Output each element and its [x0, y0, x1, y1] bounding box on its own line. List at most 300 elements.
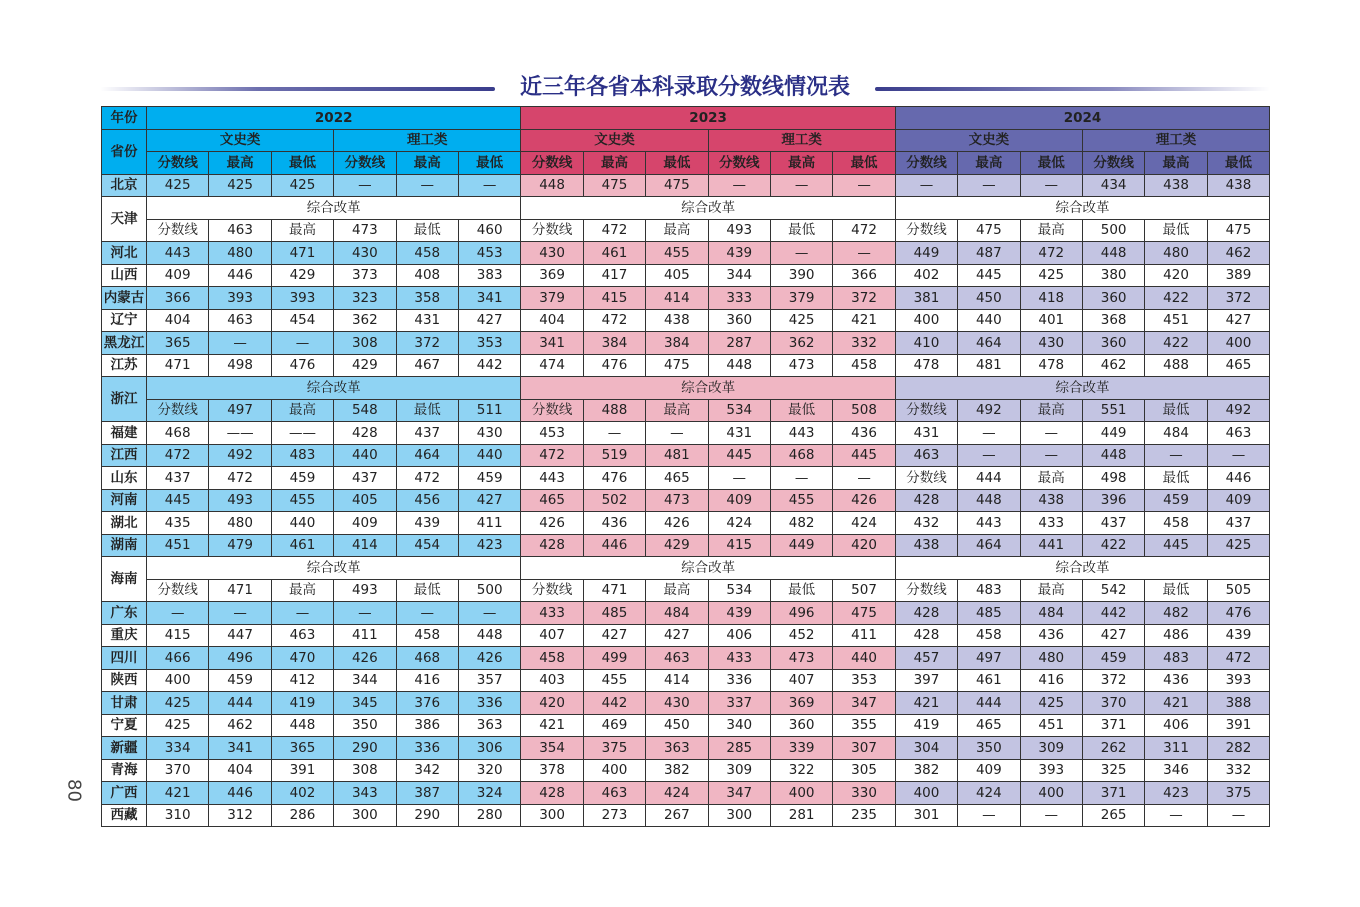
table-row — [102, 399, 1270, 422]
score-cell: 最高 — [1020, 219, 1082, 242]
score-cell: 386 — [396, 714, 458, 737]
score-cell: 476 — [583, 467, 645, 490]
score-cell: 451 — [147, 534, 209, 557]
score-cell: 481 — [646, 444, 708, 467]
score-cell: 409 — [334, 512, 396, 535]
score-cell: — — [770, 242, 832, 265]
score-cell: 471 — [147, 354, 209, 377]
score-cell: 368 — [1082, 309, 1144, 332]
score-cell: 430 — [1020, 332, 1082, 355]
score-cell: 393 — [1207, 669, 1269, 692]
score-cell: 459 — [1082, 647, 1144, 670]
score-cell: 391 — [1207, 714, 1269, 737]
table-row — [102, 467, 1270, 490]
score-cell: 425 — [147, 692, 209, 715]
score-cell: — — [646, 422, 708, 445]
score-cell: 498 — [209, 354, 271, 377]
cat-2023-liberal: 文史类 — [521, 129, 708, 152]
score-cell: 434 — [1082, 174, 1144, 197]
score-cell: 344 — [334, 669, 396, 692]
score-cell: — — [396, 174, 458, 197]
score-cell: 384 — [583, 332, 645, 355]
page-title: 近三年各省本科录取分数线情况表 — [519, 75, 850, 100]
score-cell: 426 — [521, 512, 583, 535]
score-cell: 464 — [958, 332, 1020, 355]
score-cell: 428 — [895, 602, 957, 625]
score-cell: 484 — [1020, 602, 1082, 625]
score-cell: 427 — [1082, 624, 1144, 647]
score-cell: 500 — [458, 579, 520, 602]
score-cell: 472 — [583, 309, 645, 332]
score-cell: 436 — [1020, 624, 1082, 647]
score-cell: 475 — [583, 174, 645, 197]
score-cell: 400 — [895, 309, 957, 332]
score-cell: 412 — [271, 669, 333, 692]
score-cell: 445 — [708, 444, 770, 467]
score-cell: — — [458, 602, 520, 625]
score-cell: 382 — [646, 759, 708, 782]
score-cell: 483 — [1145, 647, 1207, 670]
score-cell: 350 — [958, 737, 1020, 760]
province-name: 陕西 — [102, 669, 147, 692]
score-cell: 353 — [833, 669, 895, 692]
year-2024: 2024 — [895, 107, 1269, 130]
reform-label: 综合改革 — [521, 197, 895, 220]
score-cell: 453 — [458, 242, 520, 265]
reform-label: 综合改革 — [147, 197, 521, 220]
score-cell: 323 — [334, 287, 396, 310]
score-cell: 282 — [1207, 737, 1269, 760]
score-cell: 440 — [271, 512, 333, 535]
score-cell: 290 — [334, 737, 396, 760]
score-cell: 446 — [1207, 467, 1269, 490]
score-cell: 最高 — [646, 399, 708, 422]
score-cell: 407 — [770, 669, 832, 692]
score-cell: 最低 — [396, 219, 458, 242]
table-row — [102, 377, 1270, 400]
score-cell: 478 — [1020, 354, 1082, 377]
score-cell: 最低 — [770, 219, 832, 242]
score-cell: 461 — [583, 242, 645, 265]
score-cell: 466 — [147, 647, 209, 670]
score-cell: 235 — [833, 804, 895, 827]
score-cell: 493 — [334, 579, 396, 602]
score-cell: 404 — [521, 309, 583, 332]
score-cell: 534 — [708, 399, 770, 422]
score-cell: 440 — [458, 444, 520, 467]
score-cell: 332 — [1207, 759, 1269, 782]
score-cell: 424 — [646, 782, 708, 805]
score-cell: — — [271, 602, 333, 625]
score-cell: — — [334, 174, 396, 197]
province-name: 江西 — [102, 444, 147, 467]
score-cell: 393 — [271, 287, 333, 310]
score-cell: 474 — [521, 354, 583, 377]
score-cell: 452 — [770, 624, 832, 647]
score-cell: 472 — [396, 467, 458, 490]
score-cell: 426 — [646, 512, 708, 535]
score-cell: 369 — [521, 264, 583, 287]
score-cell: 446 — [209, 782, 271, 805]
score-cell: 492 — [209, 444, 271, 467]
province-name: 浙江 — [102, 377, 147, 422]
score-cell: 363 — [646, 737, 708, 760]
score-cell: 463 — [646, 647, 708, 670]
score-cell: 450 — [646, 714, 708, 737]
reform-label: 综合改革 — [895, 197, 1269, 220]
score-cell: 459 — [271, 467, 333, 490]
score-cell: 454 — [271, 309, 333, 332]
score-cell: 439 — [396, 512, 458, 535]
province-name: 湖北 — [102, 512, 147, 535]
province-name: 新疆 — [102, 737, 147, 760]
score-cell: — — [396, 602, 458, 625]
score-cell: 448 — [958, 489, 1020, 512]
score-cell: 476 — [1207, 602, 1269, 625]
cat-2023-science: 理工类 — [708, 129, 895, 152]
score-cell: 最高 — [271, 579, 333, 602]
score-cell: 456 — [396, 489, 458, 512]
score-cell: 417 — [583, 264, 645, 287]
score-cell: 463 — [209, 309, 271, 332]
score-cell: 424 — [958, 782, 1020, 805]
table-row — [102, 804, 1270, 827]
score-cell: 379 — [521, 287, 583, 310]
score-cell: 472 — [521, 444, 583, 467]
score-cell: 469 — [583, 714, 645, 737]
score-cell: 408 — [396, 264, 458, 287]
score-cell: 分数线 — [147, 219, 209, 242]
score-cell: 410 — [895, 332, 957, 355]
score-cell: 433 — [1020, 512, 1082, 535]
score-cell: — — [708, 467, 770, 490]
score-cell: 372 — [1082, 669, 1144, 692]
score-cell: 472 — [583, 219, 645, 242]
score-cell: 427 — [646, 624, 708, 647]
score-cell: 462 — [209, 714, 271, 737]
score-cell: 406 — [708, 624, 770, 647]
score-cell: 431 — [396, 309, 458, 332]
score-cell: — — [209, 602, 271, 625]
column-header: 最高 — [396, 152, 458, 175]
score-cell: 400 — [583, 759, 645, 782]
score-cell: 421 — [833, 309, 895, 332]
score-cell: 最高 — [271, 399, 333, 422]
score-cell: 409 — [147, 264, 209, 287]
score-cell: 427 — [458, 489, 520, 512]
score-cell: 最高 — [1020, 399, 1082, 422]
score-cell: 391 — [271, 759, 333, 782]
score-cell: 337 — [708, 692, 770, 715]
score-cell: 425 — [147, 174, 209, 197]
column-header: 分数线 — [521, 152, 583, 175]
score-cell: 450 — [958, 287, 1020, 310]
reform-label: 综合改革 — [895, 377, 1269, 400]
score-cell: 365 — [147, 332, 209, 355]
score-cell: 480 — [209, 242, 271, 265]
score-cell: 472 — [147, 444, 209, 467]
score-cell: 416 — [396, 669, 458, 692]
table-row — [102, 534, 1270, 557]
score-cell: 438 — [1145, 174, 1207, 197]
score-cell: — — [1020, 422, 1082, 445]
score-cell: 421 — [521, 714, 583, 737]
score-cell: 418 — [1020, 287, 1082, 310]
score-cell: 416 — [1020, 669, 1082, 692]
reform-label: 综合改革 — [521, 377, 895, 400]
score-cell: — — [958, 422, 1020, 445]
score-cell: 471 — [209, 579, 271, 602]
column-header: 最低 — [271, 152, 333, 175]
score-cell: 462 — [1207, 242, 1269, 265]
table-row — [102, 197, 1270, 220]
score-cell: 341 — [458, 287, 520, 310]
score-cell: 414 — [646, 287, 708, 310]
score-cell: 404 — [209, 759, 271, 782]
score-cell: — — [770, 174, 832, 197]
score-cell: 451 — [1145, 309, 1207, 332]
score-cell: 430 — [334, 242, 396, 265]
score-cell: 476 — [583, 354, 645, 377]
score-cell: 分数线 — [147, 399, 209, 422]
score-cell: 445 — [1145, 534, 1207, 557]
score-cell: 448 — [1082, 444, 1144, 467]
score-cell: 411 — [458, 512, 520, 535]
column-header: 最高 — [583, 152, 645, 175]
score-cell: 330 — [833, 782, 895, 805]
province-name: 广东 — [102, 602, 147, 625]
category-header-row — [102, 129, 1270, 152]
score-cell: 306 — [458, 737, 520, 760]
score-cell: 341 — [521, 332, 583, 355]
score-cell: 457 — [895, 647, 957, 670]
score-cell: 381 — [895, 287, 957, 310]
score-cell: 496 — [209, 647, 271, 670]
score-cell: 455 — [646, 242, 708, 265]
score-cell: 458 — [396, 242, 458, 265]
score-cell: 443 — [958, 512, 1020, 535]
score-cell: 473 — [770, 647, 832, 670]
score-cell: 最低 — [396, 579, 458, 602]
score-cell: 376 — [396, 692, 458, 715]
score-cell: 551 — [1082, 399, 1144, 422]
province-name: 西藏 — [102, 804, 147, 827]
score-cell: 500 — [1082, 219, 1144, 242]
score-cell: 400 — [147, 669, 209, 692]
score-cell: 最低 — [396, 399, 458, 422]
score-cell: 468 — [396, 647, 458, 670]
score-cell: 336 — [458, 692, 520, 715]
table-row — [102, 264, 1270, 287]
score-cell: 347 — [833, 692, 895, 715]
score-cell: 425 — [1020, 264, 1082, 287]
province-name: 四川 — [102, 647, 147, 670]
score-cell: 422 — [1082, 534, 1144, 557]
score-cell: 分数线 — [895, 467, 957, 490]
province-name: 海南 — [102, 557, 147, 602]
table-row — [102, 737, 1270, 760]
score-cell: 482 — [1145, 602, 1207, 625]
province-name: 重庆 — [102, 624, 147, 647]
score-cell: 437 — [147, 467, 209, 490]
province-name: 辽宁 — [102, 309, 147, 332]
score-cell: 421 — [147, 782, 209, 805]
score-cell: 462 — [1082, 354, 1144, 377]
score-cell: 400 — [895, 782, 957, 805]
table-row — [102, 647, 1270, 670]
score-cell: 465 — [1207, 354, 1269, 377]
score-cell: 475 — [646, 174, 708, 197]
score-cell: 442 — [1082, 602, 1144, 625]
title-bar — [100, 72, 1270, 104]
score-cell: 310 — [147, 804, 209, 827]
score-cell: — — [833, 467, 895, 490]
column-header: 分数线 — [895, 152, 957, 175]
score-cell: 505 — [1207, 579, 1269, 602]
score-cell: 360 — [1082, 332, 1144, 355]
score-cell: 428 — [334, 422, 396, 445]
score-cell: 308 — [334, 332, 396, 355]
score-cell: 508 — [833, 399, 895, 422]
score-cell: 最低 — [770, 579, 832, 602]
score-cell: 476 — [271, 354, 333, 377]
score-cell: — — [958, 444, 1020, 467]
table-row — [102, 309, 1270, 332]
score-cell: 439 — [708, 242, 770, 265]
score-cell: 393 — [1020, 759, 1082, 782]
score-cell: 290 — [396, 804, 458, 827]
score-cell: 400 — [1207, 332, 1269, 355]
score-cell: 380 — [1082, 264, 1144, 287]
score-cell: 437 — [396, 422, 458, 445]
score-cell: 344 — [708, 264, 770, 287]
score-cell: 411 — [334, 624, 396, 647]
table-row — [102, 219, 1270, 242]
score-cell: 473 — [334, 219, 396, 242]
score-cell: 448 — [708, 354, 770, 377]
score-cell: 473 — [646, 489, 708, 512]
score-cell: 475 — [833, 602, 895, 625]
table-row — [102, 332, 1270, 355]
score-cell: 420 — [833, 534, 895, 557]
score-cell: 分数线 — [895, 399, 957, 422]
province-name: 湖南 — [102, 534, 147, 557]
reform-label: 综合改革 — [521, 557, 895, 580]
score-cell: 425 — [271, 174, 333, 197]
score-cell: 420 — [521, 692, 583, 715]
score-cell: — — [895, 174, 957, 197]
score-cell: 443 — [770, 422, 832, 445]
table-row — [102, 489, 1270, 512]
score-cell: 428 — [895, 624, 957, 647]
score-cell: 444 — [209, 692, 271, 715]
score-cell: — — [334, 602, 396, 625]
score-cell: 461 — [271, 534, 333, 557]
score-cell: 497 — [209, 399, 271, 422]
score-cell: 423 — [458, 534, 520, 557]
score-cell: 300 — [708, 804, 770, 827]
score-cell: 370 — [147, 759, 209, 782]
score-cell: — — [1020, 444, 1082, 467]
score-cell: 437 — [1082, 512, 1144, 535]
score-cell: 409 — [1207, 489, 1269, 512]
score-cell: 427 — [458, 309, 520, 332]
score-cell: 358 — [396, 287, 458, 310]
score-cell: 396 — [1082, 489, 1144, 512]
province-name: 天津 — [102, 197, 147, 242]
score-cell: 464 — [958, 534, 1020, 557]
score-cell: 最高 — [271, 219, 333, 242]
score-cell: 445 — [147, 489, 209, 512]
score-cell: 458 — [396, 624, 458, 647]
table-row — [102, 242, 1270, 265]
score-cell: 373 — [334, 264, 396, 287]
score-cell: 458 — [1145, 512, 1207, 535]
score-cell: 415 — [147, 624, 209, 647]
score-cell: 397 — [895, 669, 957, 692]
score-cell: 459 — [458, 467, 520, 490]
score-cell: 422 — [1145, 287, 1207, 310]
score-cell: 442 — [458, 354, 520, 377]
score-cell: 496 — [770, 602, 832, 625]
score-cell: 446 — [583, 534, 645, 557]
score-cell: 471 — [271, 242, 333, 265]
score-cell: 382 — [895, 759, 957, 782]
column-header: 分数线 — [147, 152, 209, 175]
column-header: 最低 — [1207, 152, 1269, 175]
score-cell: 336 — [708, 669, 770, 692]
cat-2022-science: 理工类 — [334, 129, 521, 152]
score-cell: 431 — [708, 422, 770, 445]
score-cell: 441 — [1020, 534, 1082, 557]
score-cell: 438 — [1020, 489, 1082, 512]
score-cell: 379 — [770, 287, 832, 310]
table-row — [102, 174, 1270, 197]
score-cell: 419 — [271, 692, 333, 715]
score-cell: 461 — [958, 669, 1020, 692]
score-cell: 414 — [334, 534, 396, 557]
score-cell: 448 — [1082, 242, 1144, 265]
score-cell: 429 — [646, 534, 708, 557]
score-cell: 273 — [583, 804, 645, 827]
score-cell: 472 — [1207, 647, 1269, 670]
score-cell: 437 — [1207, 512, 1269, 535]
score-cell: 463 — [583, 782, 645, 805]
province-name: 河南 — [102, 489, 147, 512]
column-header: 最高 — [1145, 152, 1207, 175]
score-cell: 438 — [1207, 174, 1269, 197]
score-cell: 415 — [583, 287, 645, 310]
cat-2024-liberal: 文史类 — [895, 129, 1082, 152]
score-cell: 最低 — [1145, 219, 1207, 242]
score-cell: 428 — [521, 534, 583, 557]
column-header: 分数线 — [334, 152, 396, 175]
score-cell: 479 — [209, 534, 271, 557]
score-cell: 384 — [646, 332, 708, 355]
score-cell: 425 — [1020, 692, 1082, 715]
score-cell: 485 — [958, 602, 1020, 625]
table-row — [102, 557, 1270, 580]
score-cell: 480 — [209, 512, 271, 535]
score-cell: 387 — [396, 782, 458, 805]
score-cell: 463 — [209, 219, 271, 242]
score-cell: 360 — [770, 714, 832, 737]
reform-label: 综合改革 — [895, 557, 1269, 580]
score-cell: 309 — [708, 759, 770, 782]
score-cell: 421 — [895, 692, 957, 715]
score-cell: 最高 — [646, 219, 708, 242]
score-cell: 378 — [521, 759, 583, 782]
